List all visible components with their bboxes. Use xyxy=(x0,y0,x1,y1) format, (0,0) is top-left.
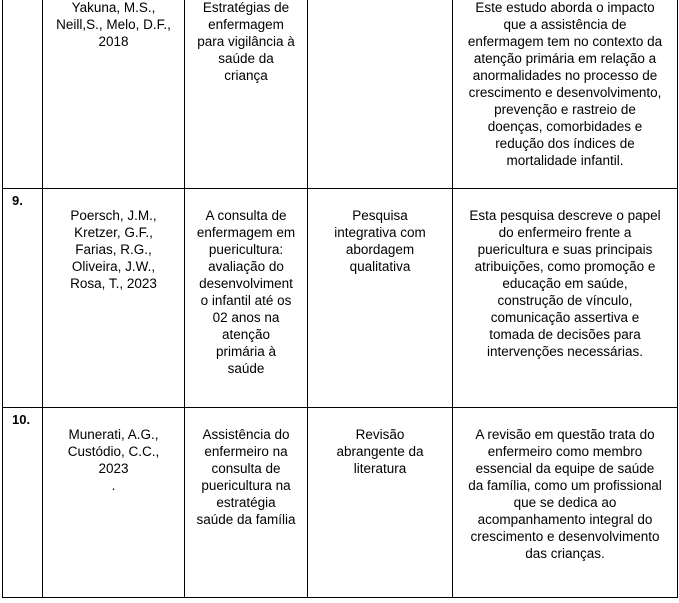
method-line: literatura xyxy=(353,461,407,476)
summary-line: tomada de decisões para xyxy=(489,327,641,342)
authors-line: . xyxy=(111,478,116,493)
title-line: saúde xyxy=(227,361,265,376)
title-line: saúde da xyxy=(218,51,274,66)
method-cell xyxy=(308,0,453,189)
summary-line: que se dedica ao xyxy=(513,495,617,510)
summary-line: puericultura e suas principais xyxy=(477,242,653,257)
row-number xyxy=(3,0,42,3)
title-line: primária à xyxy=(215,344,277,359)
title-line: puericultura na xyxy=(201,478,291,493)
table-row xyxy=(3,0,678,189)
summary-line: comunicação assertiva e xyxy=(490,310,640,325)
row-number-cell xyxy=(3,0,43,189)
authors-cell xyxy=(43,0,185,189)
method-line: Pesquisa xyxy=(352,208,408,223)
authors-line: Rosa, T., 2023 xyxy=(70,276,157,291)
summary-line: redução dos índices de xyxy=(495,136,635,151)
title-cell xyxy=(185,408,308,598)
summary-line: intervenções necessárias. xyxy=(486,344,644,359)
summary-line: crescimento e desenvolvimento xyxy=(470,529,660,544)
title-line: o infantil até os xyxy=(200,293,292,308)
title-line: atenção xyxy=(221,327,271,342)
method-line: abrangente da xyxy=(336,444,424,459)
summary-line: da família, como um profissional xyxy=(468,478,662,493)
method-cell xyxy=(308,189,453,408)
authors-cell xyxy=(43,189,185,408)
title-line: avaliação do xyxy=(208,259,284,274)
summary-line: A revisão em questão trata do xyxy=(475,427,655,442)
authors-line: Yakuna, M.S., xyxy=(71,0,156,15)
title-line: desenvolviment xyxy=(199,276,293,291)
title-line: estratégia xyxy=(216,495,276,510)
literature-review-table xyxy=(2,0,678,598)
summary-line: atribuições, como promoção e xyxy=(474,259,656,274)
authors-line: Munerati, A.G., xyxy=(68,427,159,442)
summary-line: doenças, comorbidades e xyxy=(487,119,643,134)
title-line: para vigilância à xyxy=(197,34,295,49)
authors-line: 2023 xyxy=(98,461,129,476)
title-line: enfermagem xyxy=(208,17,284,32)
method-cell xyxy=(308,408,453,598)
title-line: Assistência do xyxy=(202,427,290,442)
summary-line: mortalidade infantil. xyxy=(506,153,624,168)
summary-line: Este estudo aborda o impacto xyxy=(475,0,655,15)
summary-line: das crianças. xyxy=(525,546,605,561)
summary-cell xyxy=(453,0,678,189)
summary-line: educação em saúde, xyxy=(502,276,628,291)
authors-line: Farias, R.G., xyxy=(75,242,152,257)
row-number-cell xyxy=(3,189,43,408)
row-number-cell xyxy=(3,408,43,598)
authors-line: Custódio, C.C., xyxy=(67,444,160,459)
method-line: integrativa com xyxy=(334,225,426,240)
title-line: enfermagem em xyxy=(196,225,296,240)
summary-line: do enfermeiro frente a xyxy=(498,225,632,240)
summary-line: crescimento e desenvolvimento, xyxy=(468,85,662,100)
summary-line: enfermagem tem no contexto da xyxy=(467,34,663,49)
authors-line: Poersch, J.M., xyxy=(70,208,157,223)
method-line: abordagem xyxy=(345,242,415,257)
summary-line: enfermeiro como membro xyxy=(487,444,643,459)
title-line: enfermeiro na xyxy=(204,444,288,459)
summary-line: que a assistência de xyxy=(503,17,627,32)
title-line: A consulta de xyxy=(205,208,287,223)
summary-cell xyxy=(453,408,678,598)
authors-line: 2018 xyxy=(98,34,129,49)
title-cell xyxy=(185,0,308,189)
summary-line: atenção primária em relação a xyxy=(473,51,657,66)
authors-line: Neill,S., Melo, D.F., xyxy=(56,17,171,32)
title-line: saúde da família xyxy=(196,512,296,527)
row-number: 9. xyxy=(12,193,23,208)
title-line: criança xyxy=(224,68,268,83)
table-row xyxy=(3,189,678,408)
title-line: 02 anos na xyxy=(212,310,280,325)
method-line: Revisão xyxy=(355,427,405,442)
summary-line: anormalidades no processo de xyxy=(472,68,658,83)
row-number: 10. xyxy=(12,412,31,427)
title-line: Estratégias de xyxy=(202,0,290,15)
summary-line: essencial da equipe de saúde xyxy=(475,461,655,476)
summary-line: construção de vínculo, xyxy=(497,293,633,308)
table-row xyxy=(3,408,678,598)
title-line: consulta de xyxy=(211,461,281,476)
summary-line: Esta pesquisa descreve o papel xyxy=(469,208,661,223)
method-line: qualitativa xyxy=(349,259,411,274)
summary-line: acompanhamento integral do xyxy=(477,512,653,527)
authors-cell xyxy=(43,408,185,598)
title-line: puericultura: xyxy=(208,242,284,257)
summary-line: prevenção e rastreio de xyxy=(494,102,636,117)
title-cell xyxy=(185,189,308,408)
authors-line: Kretzer, G.F., xyxy=(74,225,153,240)
summary-cell xyxy=(453,189,678,408)
authors-line: Oliveira, J.W., xyxy=(71,259,156,274)
